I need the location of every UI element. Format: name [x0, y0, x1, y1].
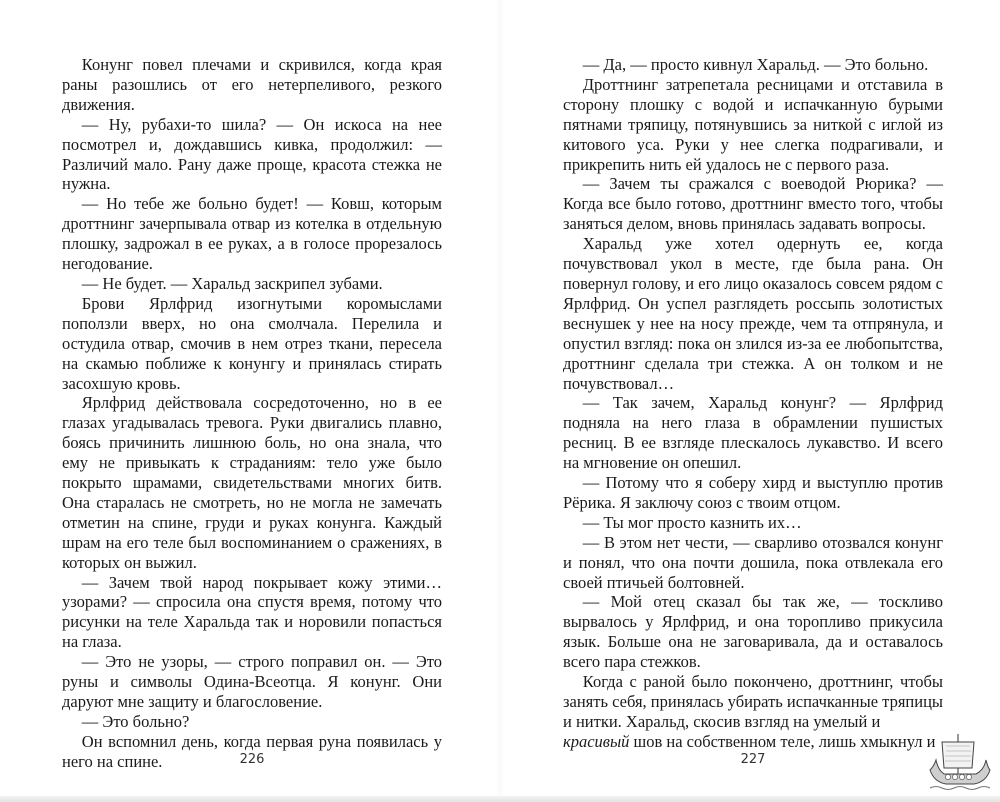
paragraph: — Это не узоры, — строго поправил он. — Это руны и символы Одина-Всеотца. Я конунг. Они даруют мне защиту и благословение. [62, 652, 442, 711]
right-page [563, 55, 943, 751]
paragraph: Ярлфрид действовала сосредоточенно, но в ее глазах угадывалась тревога. Руки двигались плавно, боясь причинить лишнюю боль, но она знала, что ему не привыкать к страданиям: тело уже было покрыто шрамами, свидетельствами многих битв. Она старалась не смотреть, но не могла не замечать отметин на спине, груди и руках конунга. Каждый шрам на его теле был воспоминанием о сражениях, в которых он выжил. [62, 393, 442, 572]
italic-word: красивый [563, 731, 630, 751]
paragraph: — Зачем ты сражался с воеводой Рюрика? — Когда все было готово, дроттнинг вместо того, чтобы заняться делом, вновь принялась задавать вопросы. [563, 174, 943, 234]
paragraph: — Мой отец сказал бы так же, — тоскливо вырвалось у Ярлфрид, и она торопливо прикусила язык. Больше она не заговаривала, да и оставалось всего пара стежков. [563, 592, 943, 672]
paragraph: — Ты мог просто казнить их… [582, 512, 802, 532]
paragraph: — Потому что я соберу хирд и выступлю против Рёрика. Я заключу союз с твоим отцом. [563, 473, 943, 512]
paragraph: — Зачем твой народ покрывает кожу этими… узорами? — спросила она спустя время, потому что рисунки на теле Харальда так и норовили попасться на глаза. [62, 572, 442, 652]
viking-ship-icon [928, 730, 992, 792]
paragraph: Дроттнинг затрепетала ресницами и отставила в сторону плошку с водой и испачканную бурыми пятнами тряпицу, потянувшись за ниткой с иглой из китового уса. Руки у нее слегка подрагивали, и прикрепить нить ей удалось не с первого раза. [563, 74, 943, 174]
paragraph: — Но тебе же больно будет! — Ковш, которым дроттнинг зачерпывала отвар из котелка в отдельную плошку, задрожал в ее руках, а в голосе прорезалось негодование. [62, 194, 442, 274]
paragraph: — Да, — просто кивнул Харальд. — Это больно. [582, 55, 929, 74]
paragraph-tail: шов на собственном теле, лишь хмыкнул и [633, 731, 936, 751]
page-bottom-edge [0, 796, 1000, 802]
paragraph: — Ну, рубахи-то шила? — Он искоса на нее посмотрел и, дождавшись кивка, продолжил: — Различий мало. Рану даже проще, красота стежка не нужна. [62, 114, 442, 194]
paragraph: Конунг повел плечами и скривился, когда края раны разошлись от его нетерпеливого, резкого движения. [62, 55, 442, 114]
page-number-left: 226 [239, 752, 265, 767]
paragraph: — Не будет. — Харальд заскрипел зубами. [81, 273, 383, 293]
paragraph-continued [563, 732, 943, 752]
paragraph: Харальд уже хотел одернуть ее, когда почувствовал укол в месте, где была рана. Он повернул голову, и его лицо оказалось совсем рядом с Ярлфрид. Он успел разглядеть россыпь золотистых веснушек у нее на носу прежде, чем та отпрянула, и опустил взгляд: пока он злился из-за ее любопытства, дроттнинг сделала три стежка. А он толком и не почувствовал… [563, 234, 943, 393]
book-gutter [496, 0, 504, 802]
paragraph: — Так зачем, Харальд конунг? — Ярлфрид подняла на него глаза в обрамлении пушистых ресниц. В ее взгляде плескалось лукавство. И всего на мгновение он опешил. [563, 393, 943, 473]
paragraph: Брови Ярлфрид изогнутыми коромыслами поползли вверх, но она смолчала. Перелила и остудила отвар, смочив в нем отрез ткани, пересела на скамью поближе к конунгу и принялась стирать засохшую кровь. [62, 293, 442, 393]
paragraph: — Это больно? [81, 711, 190, 731]
page-number-right: 227 [740, 752, 766, 767]
paragraph: Когда с раной было покончено, дроттнинг, чтобы занять себя, принялась убирать испачканные тряпицы и нитки. Харальд, скосив взгляд на умелый и [563, 672, 943, 731]
paragraph: Он вспомнил день, когда первая руна появилась у него на спине. [62, 731, 442, 771]
paragraph: — В этом нет чести, — сварливо отозвался конунг и понял, что она почти дошила, пока отвлекала его своей птичьей болтовней. [563, 532, 943, 592]
